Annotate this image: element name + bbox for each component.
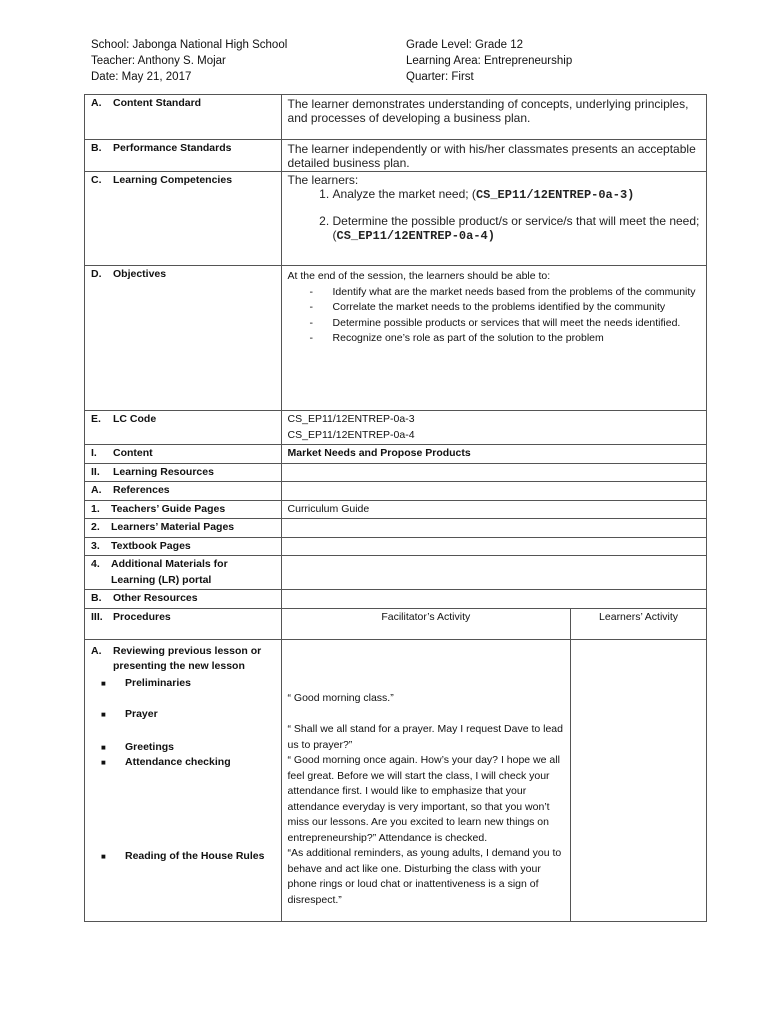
grade-level: Grade Level: Grade 12 [406,39,523,51]
row-letter: III. [91,610,103,623]
lesson-date: Date: May 21, 2017 [91,71,192,83]
competency-item [333,214,700,243]
bullet-preliminaries [91,676,275,692]
bullet-label: Attendance checking [125,756,231,768]
reviewing-label: Reviewing previous lesson or presenting the new lesson [113,644,262,672]
teachers-guide-value: Curriculum Guide [281,500,706,519]
competency-text: Determine the possible product/s or service/s that will meet the need; ( [332,214,700,242]
facilitator-activity-header: Facilitator’s Activity [281,608,571,639]
square-bullet-icon: ■ [101,710,106,719]
bullet-prayer [91,707,275,723]
row-letter: A. [91,484,102,496]
bullet-label: Greetings [125,740,175,753]
learning-competencies-cell [281,172,706,266]
row-learning-competencies [85,172,707,266]
row-letter: A. [91,644,102,657]
objective-item: - Recognize one’s role as part of the solution to the problem [310,331,700,347]
objective-item: - Correlate the market needs to the problems identified by the community [310,300,700,316]
learners-material-label: Learners’ Material Pages [111,521,235,533]
row-number: 4. [91,558,100,570]
content-value: Market Needs and Propose Products [281,445,706,464]
other-resources-label: Other Resources [113,592,198,604]
row-content [85,445,707,464]
procedures-label: Procedures [113,610,171,623]
row-additional-materials [85,556,707,590]
performance-standards-text: The learner independently or with his/her classmates presents an acceptable detailed business plan. [281,140,706,172]
square-bullet-icon: ■ [101,678,106,688]
references-label-cell [85,482,282,501]
empty-cell [281,519,706,538]
references-label: References [113,484,170,496]
row-lc-code [85,411,707,445]
competency-text: Analyze the market need; ( [332,187,476,201]
lc-code-cell [281,411,706,445]
learning-resources-label-cell [85,463,282,482]
objectives-intro: At the end of the session, the learners should be able to: [287,270,551,282]
row-other-resources [85,590,707,609]
teachers-guide-label-cell [85,500,282,519]
objectives-list [288,285,700,347]
content-standard-text: The learner demonstrates understanding of concepts, underlying principles, and processes of developing a business plan. [281,95,706,140]
row-letter: B. [91,142,102,154]
additional-materials-label: Additional Materials for Learning (LR) portal [111,558,228,586]
facilitator-preliminaries: “ Good morning class.” [287,691,394,704]
learning-area: Learning Area: Entrepreneurship [406,55,573,67]
row-letter: C. [91,174,102,186]
competencies-list [288,187,700,243]
learning-competencies-label: Learning Competencies [113,174,233,186]
row-performance-standards [85,140,707,172]
objectives-label-cell [85,266,282,411]
lc-code-2: CS_EP11/12ENTREP-0a-4 [287,428,415,441]
performance-standards-label: Performance Standards [113,142,232,154]
bullet-label: Preliminaries [125,676,191,689]
row-objectives [85,266,707,411]
row-procedures [85,608,707,639]
row-number: 1. [91,502,100,515]
facilitator-greetings: “ Good morning once again. How’s your day? I hope we all feel great. Before we will start the class, I will check your attendance first. I would like to emphasize that your attendance everyday is very important, so that you won’t miss our lessons. Are you excited to learn new things on entrepreneurship?” Attendance is checked. [287,754,560,844]
lc-code-1: CS_EP11/12ENTREP-0a-3 [287,413,415,425]
square-bullet-icon: ■ [101,851,106,861]
other-resources-label-cell [85,590,282,609]
row-letter: I. [91,447,97,459]
performance-standards-label-cell [85,140,282,172]
objectives-label: Objectives [113,268,167,280]
square-bullet-icon: ■ [101,758,106,767]
row-references [85,482,707,501]
row-learners-material [85,519,707,538]
header-left [91,37,287,85]
empty-cell [281,463,706,482]
row-letter: II. [91,465,100,478]
facilitator-house-rules: “As additional reminders, as young adults, I demand you to behave and act like one. Disturbing the class with your phone rings or loud chat or inattentiveness is a sign of disrespect.” [287,847,562,906]
row-learning-resources [85,463,707,482]
objectives-cell [281,266,706,411]
learners-activity-header: Learners’ Activity [571,608,707,639]
content-standard-label: Content Standard [113,97,202,109]
empty-cell [281,590,706,609]
teacher-name: Teacher: Anthony S. Mojar [91,55,226,67]
learning-competencies-label-cell [85,172,282,266]
empty-cell [281,482,706,501]
empty-cell [281,556,706,590]
bullet-attendance [91,755,275,771]
row-letter: E. [91,413,101,425]
row-teachers-guide [85,500,707,519]
row-reviewing [85,639,707,921]
lesson-plan-table [84,94,707,922]
school-name: School: Jabonga National High School [91,39,288,51]
reviewing-label-cell [85,639,282,921]
bullet-greetings [91,740,275,756]
bullet-label: Reading of the House Rules [125,849,265,862]
objective-item: - Determine possible products or services that will meet the needs identified. [310,316,700,332]
learners-material-label-cell [85,519,282,538]
procedures-label-cell [85,608,282,639]
row-number: 2. [91,521,100,533]
learning-resources-label: Learning Resources [113,465,214,478]
row-number: 3. [91,539,100,552]
header-right [406,37,572,85]
quarter: Quarter: First [406,71,474,83]
facilitator-activity-cell [281,639,571,921]
lc-code-label: LC Code [113,413,157,425]
teachers-guide-label: Teachers’ Guide Pages [111,502,226,515]
row-content-standard [85,95,707,140]
empty-cell [281,537,706,556]
row-letter: D. [91,268,102,280]
additional-materials-label-cell [85,556,282,590]
competency-item [333,187,700,202]
content-label: Content [113,447,153,459]
square-bullet-icon: ■ [101,742,106,752]
facilitator-prayer: “ Shall we all stand for a prayer. May I request Dave to lead us to prayer?” [287,723,563,751]
bullet-label: Prayer [125,708,158,720]
row-letter: A. [91,97,102,109]
bullet-house-rules [91,849,275,865]
learners-activity-cell [571,639,707,921]
row-letter: B. [91,592,102,604]
competency-code: CS_EP11/12ENTREP-0a-4) [336,229,495,243]
textbook-label: Textbook Pages [111,539,191,552]
row-textbook [85,537,707,556]
content-label-cell [85,445,282,464]
textbook-label-cell [85,537,282,556]
lc-code-label-cell [85,411,282,445]
competencies-intro: The learners: [287,173,359,187]
competency-code: CS_EP11/12ENTREP-0a-3) [475,188,635,202]
objective-item: - Identify what are the market needs based from the problems of the community [310,285,700,301]
content-standard-label-cell [85,95,282,140]
